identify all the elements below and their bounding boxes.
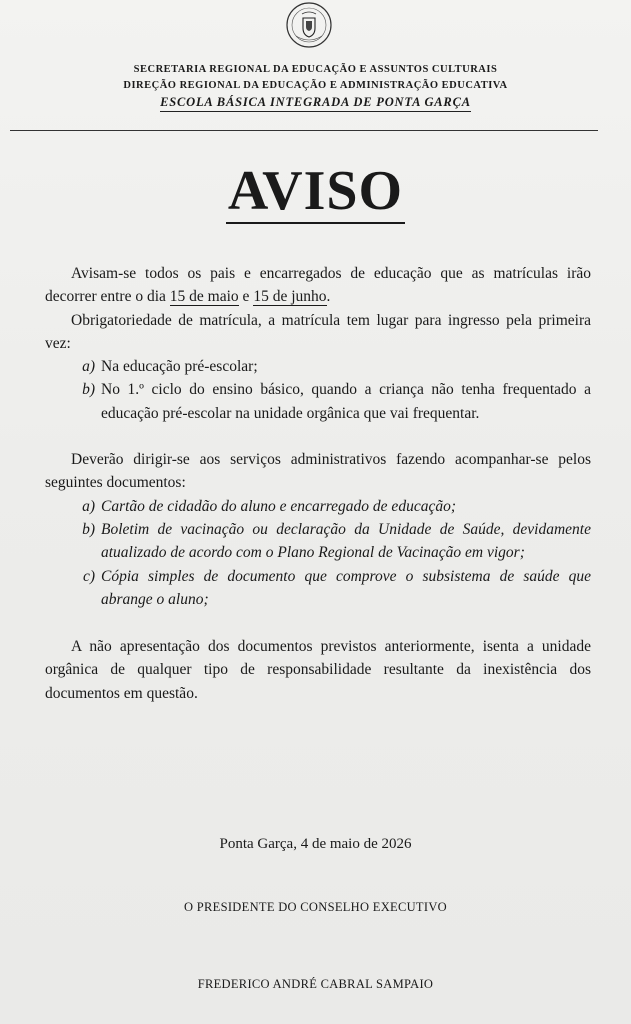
- spacer: [45, 425, 591, 448]
- paragraph-disclaimer: A não apresentação dos documentos previstos anteriormente, isenta a unidade orgânica de qualquer tipo de responsabilidade resultante da inexistência dos documentos em questão.: [45, 638, 591, 702]
- page-title-text: AVISO: [227, 160, 404, 222]
- notice-body: [45, 262, 591, 705]
- list-item: [45, 565, 591, 612]
- letterhead: [0, 62, 631, 112]
- list-marker: a): [82, 358, 95, 376]
- date-period: .: [326, 288, 331, 306]
- list-marker: a): [82, 497, 95, 515]
- date-connector: e: [238, 288, 254, 306]
- spacer: [45, 611, 591, 635]
- president-title: O PRESIDENTE DO CONSELHO EXECUTIVO: [184, 900, 447, 914]
- page-title: [0, 160, 631, 224]
- list-item-text: Boletim de vacinação ou declaração da Unidade de Saúde, devidamente atualizado de acordo com o Plano Regional de Vacinação em vigor;: [101, 520, 591, 562]
- list-item: [45, 518, 591, 565]
- list-marker: b): [82, 520, 95, 538]
- signer-name: FREDERICO ANDRÉ CABRAL SAMPAIO: [197, 977, 434, 991]
- paragraph-mandatory: Obrigatoriedade de matrícula, a matrícula tem lugar para ingresso pela primeira vez:: [45, 311, 591, 352]
- list-item-text: Cópia simples de documento que comprove o subsistema de saúde que abrange o aluno;: [101, 567, 591, 608]
- list-item-text: No 1.º ciclo do ensino básico, quando a criança não tenha frequentado a educação pré-escolar na unidade orgânica que vai frequentar.: [101, 381, 591, 422]
- list-item-text: Cartão de cidadão do aluno e encarregado de educação;: [101, 497, 456, 515]
- date-start: 15 de maio: [169, 288, 239, 306]
- date-end: 15 de junho: [253, 288, 327, 306]
- header-school-name: ESCOLA BÁSICA INTEGRADA DE PONTA GARÇA: [160, 94, 471, 112]
- place-date: Ponta Garça, 4 de maio de 2026: [219, 836, 412, 852]
- header-directorate: DIREÇÃO REGIONAL DA EDUCAÇÃO E ADMINISTRAÇÃO EDUCATIVA: [123, 80, 508, 91]
- list-marker: c): [82, 567, 95, 585]
- coat-of-arms-seal-icon: [284, 0, 334, 50]
- list-marker: b): [82, 381, 95, 399]
- enrollment-text: Avisam-se todos os pais e encarregados de educação que as matrículas irão decorrer entre o dia: [45, 265, 591, 306]
- header-divider: [10, 130, 598, 131]
- paragraph-enrollment-dates: [45, 262, 591, 309]
- list-item: [45, 378, 591, 425]
- paragraph-documents: Deverão dirigir-se aos serviços administrativos fazendo acompanhar-se pelos seguintes documentos:: [45, 451, 591, 492]
- list-item: [45, 355, 591, 378]
- list-item-text: Na educação pré-escolar;: [101, 358, 258, 376]
- header-school: [0, 94, 631, 112]
- list-item: [45, 495, 591, 518]
- header-secretariat: SECRETARIA REGIONAL DA EDUCAÇÃO E ASSUNTOS CULTURAIS: [133, 64, 498, 75]
